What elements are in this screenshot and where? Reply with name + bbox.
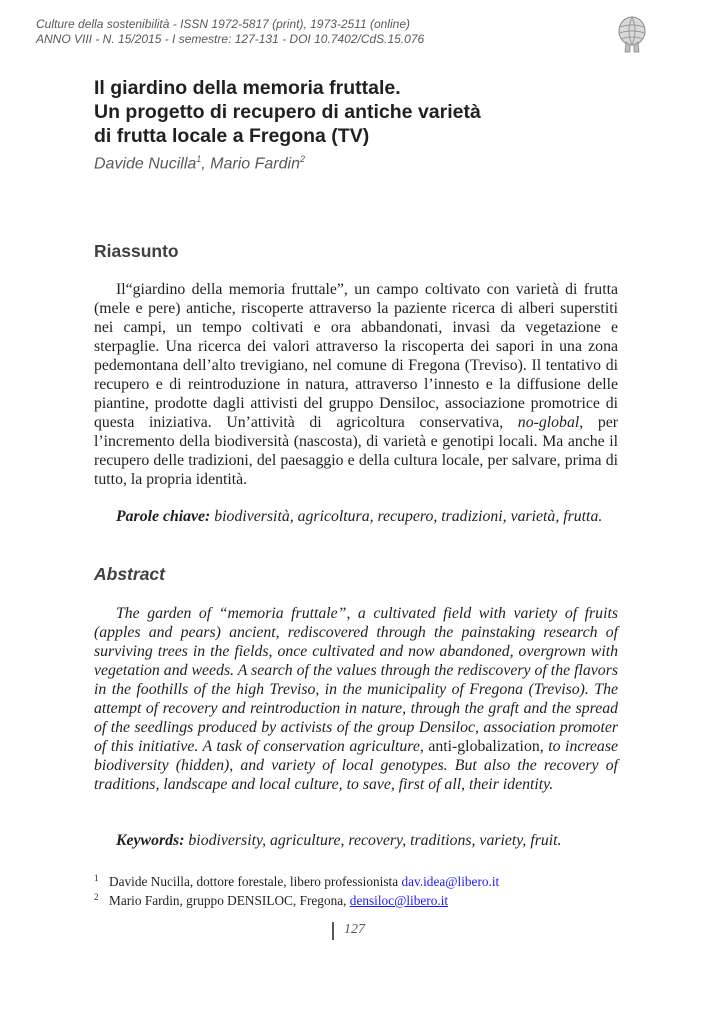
author-1-footnote-mark: 1 xyxy=(196,154,202,164)
journal-header-line-1: Culture della sostenibilità - ISSN 1972-5817 (print), 1973-2511 (online) xyxy=(36,17,410,31)
footnotes xyxy=(94,872,614,910)
abstract-keywords xyxy=(94,831,618,850)
footnote-1 xyxy=(94,872,614,891)
article-title-line-2: Un progetto di recupero di antiche varietà xyxy=(94,101,481,123)
page-number: 127 xyxy=(344,922,365,937)
riassunto-keywords-text: biodiversità, agricoltura, recupero, tradizioni, varietà, frutta. xyxy=(210,508,603,525)
riassunto-paragraph xyxy=(94,280,618,489)
journal-header xyxy=(36,17,596,47)
journal-header-line-2: ANNO VIII - N. 15/2015 - I semestre: 127-131 - DOI 10.7402/CdS.15.076 xyxy=(36,32,425,46)
abstract-heading: Abstract xyxy=(94,564,165,584)
page-number-divider xyxy=(332,922,334,940)
abstract-text-part-1: The garden of “memoria fruttale”, a cultivated field with variety of fruits (apples and pears) ancient, rediscovered through the painstaking research of surviving trees in the fields, once cultivated and now abandoned, overgrown with vegetation and weeds. A search of the values through the rediscovery of the flavors in the foothills of the high Treviso, in the municipality of Fregona (Treviso). The attempt of recovery and reintroduction in nature, through the graft and the spread of the seedlings produced by activists of the group Densiloc, association promoter of this initiative. A task of conservation agriculture, xyxy=(94,605,618,755)
abstract-paragraph xyxy=(94,604,618,794)
article-title-line-3: di frutta locale a Fregona (TV) xyxy=(94,125,370,147)
footnote-2-email-link[interactable]: densiloc@libero.it xyxy=(349,893,449,908)
footnote-1-email-link[interactable]: dav.idea@libero.it xyxy=(401,874,500,889)
author-2-name: Mario Fardin xyxy=(210,155,300,173)
abstract-upright-term: anti-globalization xyxy=(428,738,540,755)
riassunto-heading: Riassunto xyxy=(94,241,179,261)
article-authors xyxy=(94,149,634,174)
riassunto-keywords-label: Parole chiave: xyxy=(116,508,211,525)
footnote-2-text: Mario Fardin, gruppo DENSILOC, Fregona, xyxy=(109,893,350,908)
abstract-keywords-text: biodiversity, agriculture, recovery, traditions, variety, fruit. xyxy=(184,832,562,849)
abstract-keywords-label: Keywords: xyxy=(116,832,185,849)
riassunto-italic-term: no-global xyxy=(517,414,580,431)
footnote-1-text: Davide Nucilla, dottore forestale, libero professionista xyxy=(109,874,402,889)
article-title-block xyxy=(94,76,634,174)
author-1-name: Davide Nucilla xyxy=(94,155,197,173)
footnote-2-mark: 2 xyxy=(94,892,99,902)
footnote-2 xyxy=(94,891,614,910)
author-separator: , xyxy=(201,155,211,173)
footnote-1-mark: 1 xyxy=(94,873,99,883)
globe-head-logo xyxy=(614,14,650,56)
riassunto-text-part-2: , per l’incremento della biodiversità (nascosta), di varietà e genotipi locali. Ma anche il recupero delle tradizioni, del paesaggio e della cultura locale, per salvare, prima di tutto, la propria identità. xyxy=(94,414,618,488)
abstract-text-part-2: , to increase biodiversity (hidden), and variety of local genotypes. But also the recovery of traditions, landscape and local culture, to save, first of all, their identity. xyxy=(94,738,618,793)
article-title-line-1: Il giardino della memoria fruttale. xyxy=(94,77,401,99)
riassunto-text-part-1: Il“giardino della memoria fruttale”, un campo coltivato con varietà di frutta (mele e pere) antiche, riscoperte attraverso la paziente ricerca di alberi superstiti nei campi, un tempo coltivati e ora abbandonati, invasi da vegetazione e sterpaglie. Una ricerca dei valori attraverso la riscoperta dei sapori in una zona pedemontana dell’alto trevigiano, nel comune di Fregona (Treviso). Il tentativo di recupero e di reintroduzione in natura, attraverso l’innesto e la diffusione delle piantine, prodotte dagli attivisti del gruppo Densiloc, associazione promotrice di questa iniziativa. Un’attività di agricoltura conservativa, xyxy=(94,281,618,431)
author-2-footnote-mark: 2 xyxy=(299,154,305,164)
riassunto-keywords xyxy=(94,507,618,526)
